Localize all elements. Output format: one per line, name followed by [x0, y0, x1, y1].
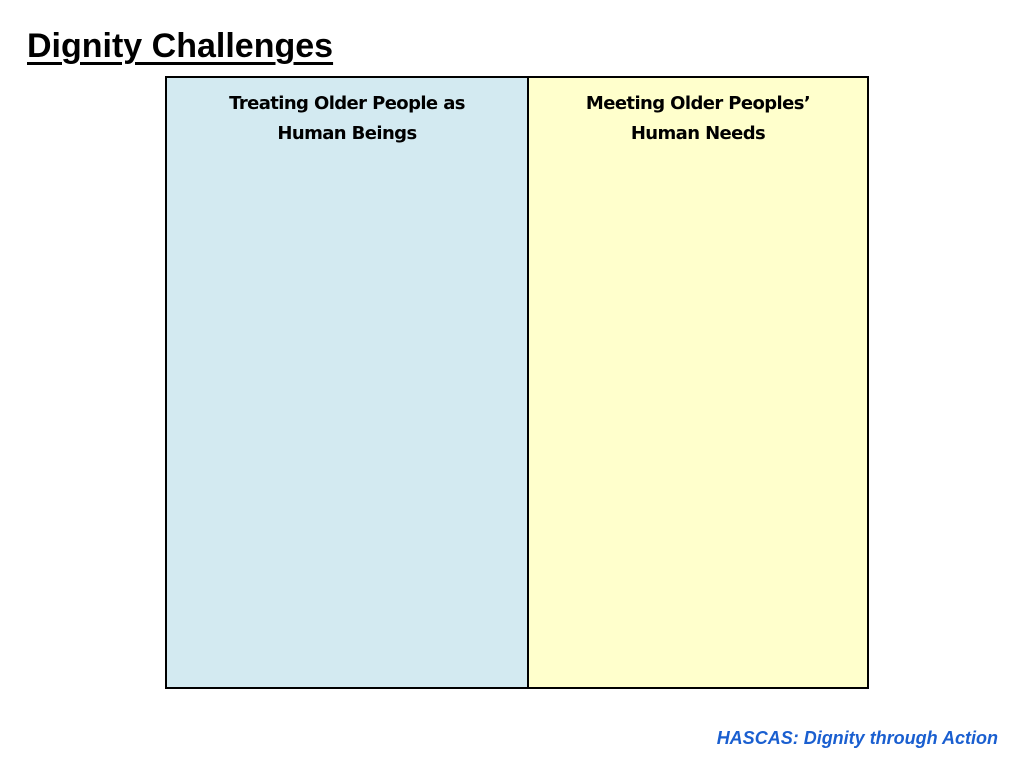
footer-tagline: HASCAS: Dignity through Action	[716, 728, 998, 748]
column-heading-meeting-needs: Meeting Older Peoples’ Human Needs	[585, 93, 811, 144]
column-heading-treating-older-people: Treating Older People as Human Beings	[229, 93, 465, 144]
column-meeting-needs	[529, 78, 867, 687]
slide-title: Dignity Challenges	[27, 27, 334, 65]
column-treating-older-people	[167, 78, 529, 687]
dignity-columns-table	[165, 76, 869, 689]
